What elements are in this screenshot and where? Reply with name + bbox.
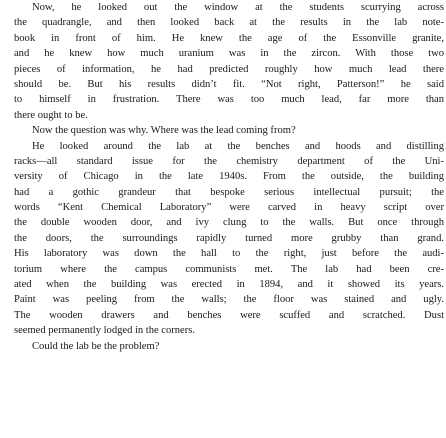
text-line: versity of Chicago in the late 1940s. From the outside, the building xyxy=(14,171,444,183)
text-line: Paint was peeling from the walls; the floor was stained and ugly. xyxy=(14,294,444,306)
text-line: had a gothic grandeur that bespoke serious intellectual pursuit; the xyxy=(14,186,444,198)
text-line: the doors, the surroundings rapidly turned more grubby than grand. xyxy=(14,232,444,244)
text-line: His laboratory was down the hall to the right, just before the audi- xyxy=(14,248,444,260)
text-line: the quadrangle, and then looked back at the results in the lab note- xyxy=(14,17,444,29)
text-line: Now, he looked out the window at the students scurrying across xyxy=(32,2,444,13)
text-line: The wooden drawers and benches were scuffed and scratched. Dust xyxy=(14,309,444,321)
text-line: He looked around the lab at the benches and hoods and distilling xyxy=(32,140,444,152)
text-line: should be. But his results didn’t fit. “Not right, Patterson!” he said xyxy=(14,78,444,90)
text-line: to himself in frustration. There was too much lead, far more than xyxy=(14,94,444,106)
text-line: words “Kent Chemical Laboratory” were carved in heavy script over xyxy=(14,202,444,214)
text-line: Could the lab be the problem? xyxy=(32,340,160,352)
text-line: the double wooden door, and ivy clung to the walls. But once through xyxy=(14,217,444,229)
text-line: racks—all standard issue for the chemistry department of the Uni- xyxy=(14,155,444,167)
text-line: seemed permanently lodged in the corners. xyxy=(14,325,195,337)
book-page-text xyxy=(14,0,444,354)
paragraph-lab-problem xyxy=(14,339,444,354)
text-line: book in front of him. He knew the age of the Essonville granite, xyxy=(14,32,444,44)
paragraph-question-why xyxy=(14,123,444,138)
text-line: ated when the building was erected in 1894, and it showed its years. xyxy=(14,279,444,291)
text-line: pieces of information, he had predicted roughly how much lead there xyxy=(14,63,444,75)
text-line: torium where the campus communists met. The lab had been cre- xyxy=(14,263,444,275)
paragraph-laboratory-description xyxy=(14,139,444,339)
text-line: and he knew how much uranium was in the zircon. With those two xyxy=(14,48,444,60)
paragraph-patterson-results xyxy=(14,0,444,123)
text-line: Now the question was why. Where was the lead coming from? xyxy=(32,125,296,137)
text-line: there ought to be. xyxy=(14,109,88,121)
